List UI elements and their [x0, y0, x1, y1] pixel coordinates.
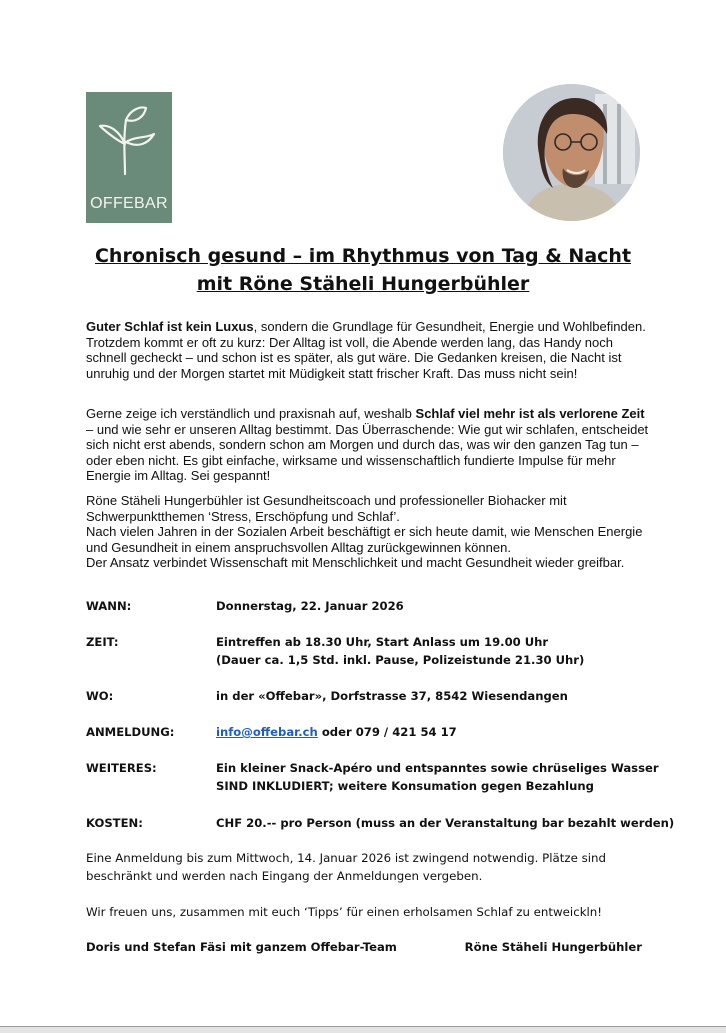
weiteres-value-line-1: Ein kleiner Snack-Apéro und entspanntes sowie chrüseliges Wasser	[216, 761, 659, 775]
kosten-label: KOSTEN:	[86, 816, 143, 830]
zeit-value-line-2: (Dauer ca. 1,5 Std. inkl. Pause, Polizeistunde 21.30 Uhr)	[216, 653, 585, 667]
weiteres-value	[216, 759, 659, 795]
p3-line-3: Der Ansatz verbindet Wissenschaft mit Menschlichkeit und macht Gesundheit wieder greifbar.	[86, 555, 625, 570]
wo-label: WO:	[86, 689, 114, 703]
anmeldung-value	[216, 723, 656, 741]
p1-bold: Guter Schlaf ist kein Luxus	[86, 319, 254, 334]
event-title	[60, 242, 666, 298]
closing-note: Wir freuen uns, zusammen mit euch ‘Tipps’ für einen erholsamen Schlaf zu entweickln!	[86, 905, 603, 919]
person-portrait-icon	[503, 84, 640, 221]
wo-value: in der «Offebar», Dorfstrasse 37, 8542 Wiesendangen	[216, 689, 568, 703]
p2-rest: – und wie sehr er unseren Alltag bestimmt. Das Überraschende: Wie gut wir schlafen, entscheidet sich nicht erst abends, sondern schon am Morgen und durch das, was wir den ganzen Tag tun – oder eben nicht. Es gibt einfache, wirksame und wissenschaftlich fundierte Impulse für mehr Energie im Alltag. Sei gespannt!	[86, 421, 649, 483]
registration-note: Eine Anmeldung bis zum Mittwoch, 14. Januar 2026 ist zwingend notwendig. Plätze sind beschränkt und werden nach Eingang der Anmeldungen vergeben.	[86, 851, 606, 883]
p2-start: Gerne zeige ich verständlich und praxisnah auf, weshalb	[86, 406, 416, 421]
offebar-logo	[86, 92, 172, 223]
p1-rest: , sondern die Grundlage für Gesundheit, Energie und Wohlbefinden. Trotzdem kommt er oft zu kurz: Der Alltag ist voll, die Abende werden lang, das Handy noch schnell gecheckt – und schon ist es später, als gut wäre. Die Gedanken kreisen, die Nacht ist unruhig und der Morgen startet mit Müdigkeit statt frischer Kraft. Das muss nicht sein!	[86, 319, 646, 381]
weiteres-value-line-2: SIND INKLUDIERT; weitere Konsumation gegen Bezahlung	[216, 779, 594, 793]
speaker-portrait	[503, 84, 640, 221]
intro-paragraph-1	[86, 319, 652, 381]
anmeldung-label: ANMELDUNG:	[86, 725, 175, 739]
zeit-value-line-1: Eintreffen ab 18.30 Uhr, Start Anlass um 19.00 Uhr	[216, 635, 549, 649]
p3-line-1: Röne Stäheli Hungerbühler ist Gesundheitscoach und professioneller Biohacker mit Schwerpunktthemen ‘Stress, Erschöpfung und Schlaf’.	[86, 493, 567, 524]
title-line-1: Chronisch gesund – im Rhythmus von Tag & Nacht	[94, 245, 632, 267]
p3-line-2: Nach vielen Jahren in der Sozialen Arbeit beschäftigt er sich heute damit, wie Menschen Energie und Gesundheit in einem anspruchsvollen Alltag zurückgewinnen können.	[86, 524, 643, 555]
wann-label: WANN:	[86, 599, 132, 613]
p2-bold: Schlaf viel mehr ist als verlorene Zeit	[415, 406, 645, 421]
signature-left: Doris und Stefan Fäsi mit ganzem Offebar-Team	[86, 940, 397, 954]
zeit-label: ZEIT:	[86, 635, 119, 649]
signature-right: Röne Stäheli Hungerbühler	[464, 940, 642, 954]
wann-value: Donnerstag, 22. Januar 2026	[216, 599, 404, 613]
phone-text: oder 079 / 421 54 17	[317, 725, 457, 739]
weiteres-label: WEITERES:	[86, 761, 157, 775]
intro-paragraph-3	[86, 493, 652, 571]
title-line-2: mit Röne Stäheli Hungerbühler	[196, 273, 530, 295]
kosten-value: CHF 20.-- pro Person (muss an der Veranstaltung bar bezahlt werden)	[216, 816, 675, 830]
email-link[interactable]: info@offebar.ch	[216, 725, 318, 739]
logo-text: OFFEBAR	[90, 195, 168, 212]
intro-paragraph-2	[86, 406, 652, 484]
zeit-value	[216, 633, 656, 669]
